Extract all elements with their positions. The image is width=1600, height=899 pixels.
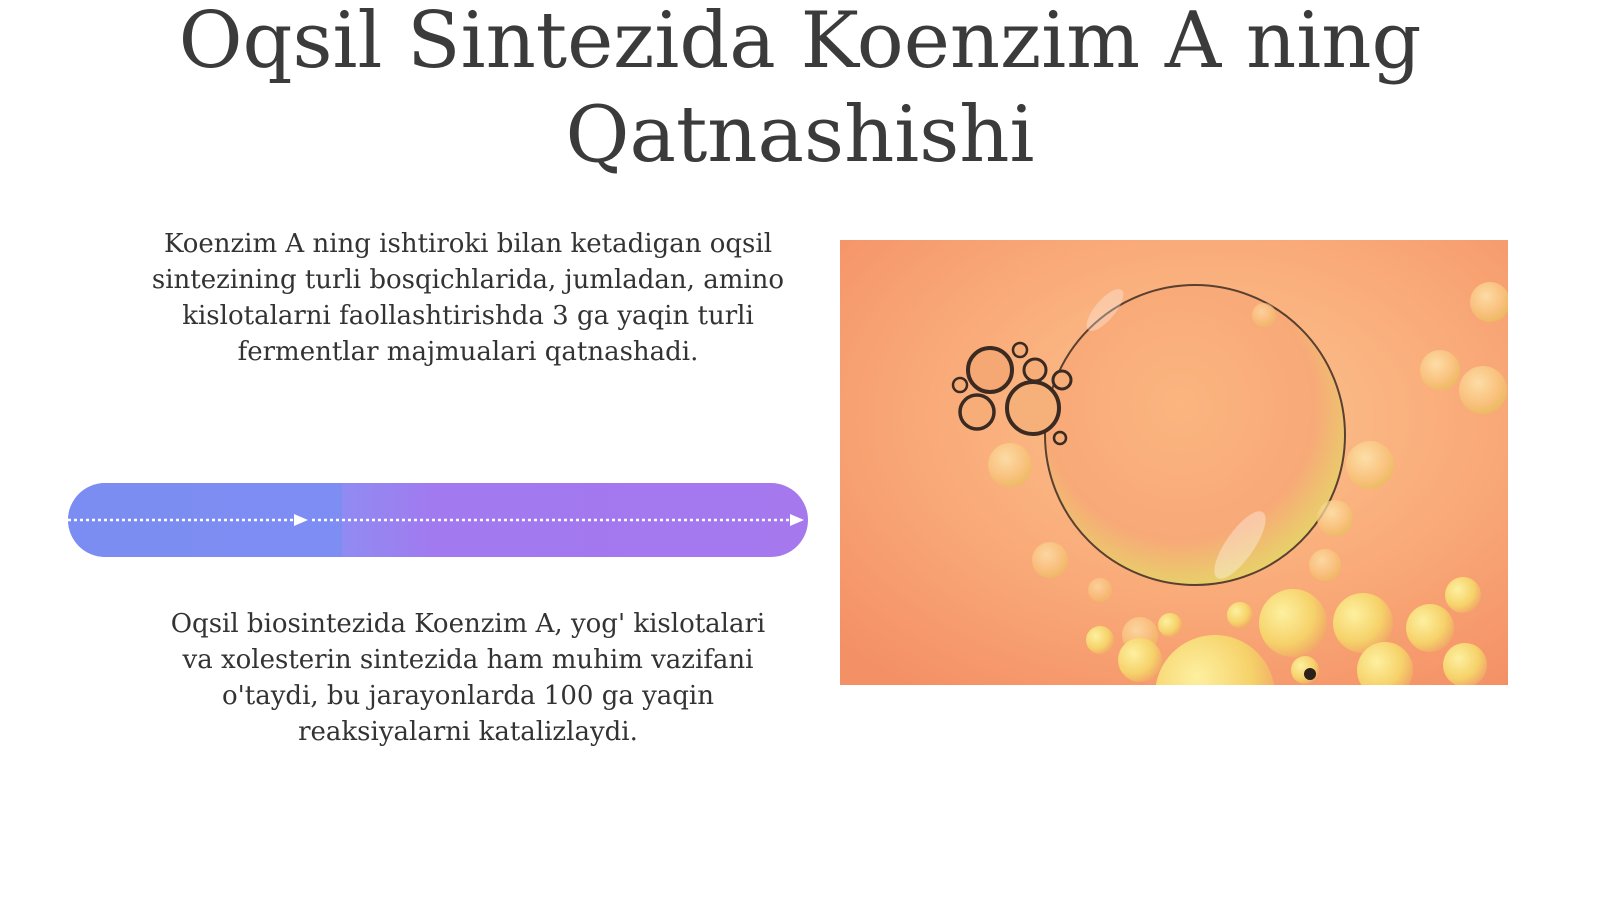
progress-arrowhead-left: [294, 514, 308, 526]
dark-bubble: [1024, 359, 1046, 381]
bubbles-image: [840, 240, 1508, 685]
yellow-bubble: [1158, 613, 1182, 637]
small-bubble: [1346, 441, 1394, 489]
dark-bubble: [1053, 371, 1071, 389]
small-bubble: [1252, 303, 1276, 327]
small-bubble: [1088, 578, 1112, 602]
small-bubble: [1420, 350, 1460, 390]
dark-bubble: [1054, 432, 1066, 444]
small-bubble: [988, 443, 1032, 487]
dark-bubble: [960, 395, 994, 429]
progress-bar: [68, 483, 808, 557]
paragraph-activation: Koenzim A ning ishtiroki bilan ketadigan oqsil sintezining turli bosqichlarida, jumladan, amino kislotalarni faollashtirishda 3 ga yaqin turli fermentlar majmualari qatnashadi.: [151, 229, 785, 367]
small-bubble: [1317, 500, 1353, 536]
progress-arrowhead-right: [790, 514, 804, 526]
dark-bubble: [953, 378, 967, 392]
small-bubble: [1459, 366, 1507, 414]
progress-dotted-arrows: [68, 483, 808, 557]
paragraph-biosynthesis: Oqsil biosintezida Koenzim A, yog' kislotalari va xolesterin sintezida ham muhim vazifani o'taydi, bu jarayonlarda 100 ga yaqin reaksiyalarni katalizlaydi.: [170, 609, 766, 747]
small-bubble: [1032, 542, 1068, 578]
dark-dot: [1304, 668, 1316, 680]
dark-bubble: [1013, 343, 1027, 357]
yellow-bubble: [1443, 643, 1487, 685]
dark-bubble: [1007, 382, 1059, 434]
yellow-bubble: [1406, 604, 1454, 652]
dark-bubble: [968, 348, 1012, 392]
yellow-bubble: [1118, 638, 1162, 682]
yellow-bubble: [1086, 626, 1114, 654]
slide-title: Oqsil Sintezida Koenzim A ning Qatnashishi: [178, 0, 1422, 180]
yellow-bubble: [1291, 656, 1319, 684]
small-bubble: [1309, 549, 1341, 581]
yellow-bubble: [1445, 577, 1481, 613]
yellow-bubble: [1227, 602, 1253, 628]
yellow-bubble: [1259, 589, 1327, 657]
oil-bubbles-illustration: [840, 240, 1508, 685]
